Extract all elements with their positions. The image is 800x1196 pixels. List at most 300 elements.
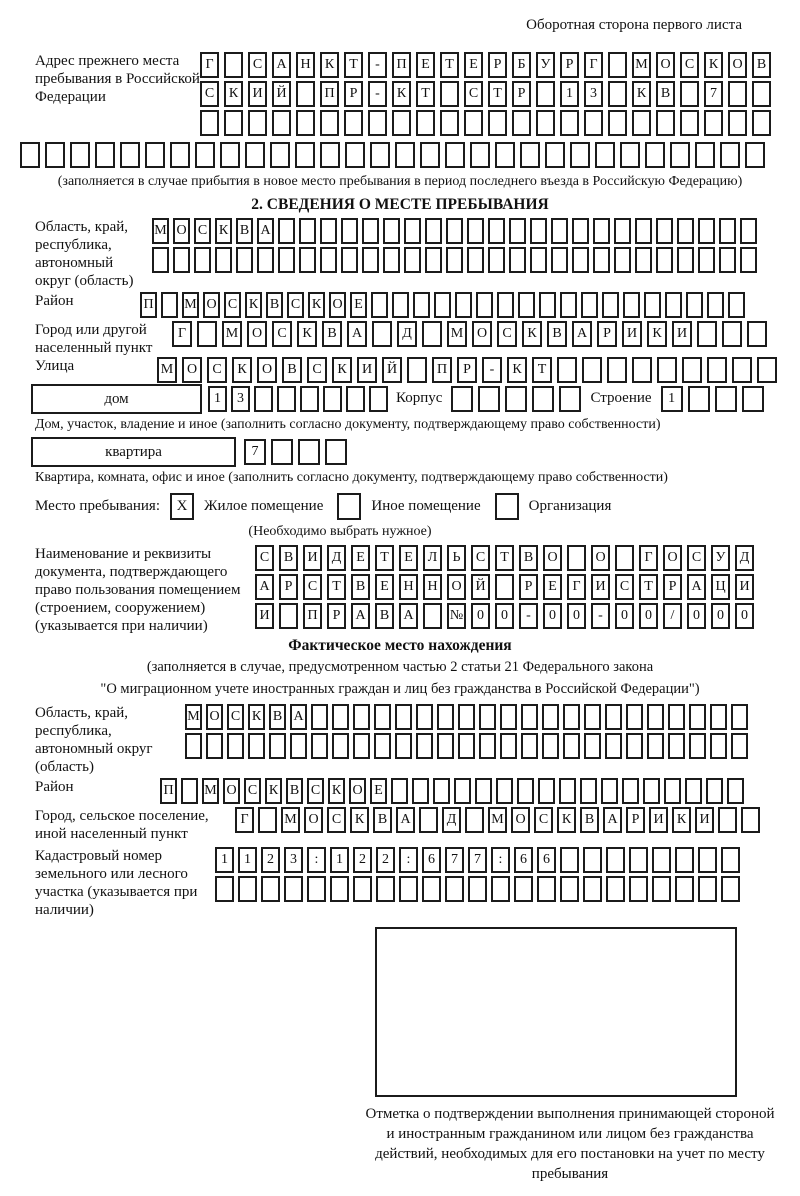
char-cell[interactable] (433, 778, 450, 804)
char-cell[interactable] (622, 778, 639, 804)
char-cell[interactable]: К (507, 357, 527, 383)
char-cell[interactable] (518, 292, 535, 318)
char-cell[interactable] (362, 247, 379, 273)
char-cell[interactable] (505, 386, 527, 412)
char-cell[interactable] (647, 704, 664, 730)
char-cell[interactable]: 0 (543, 603, 562, 629)
char-cell[interactable]: К (224, 81, 243, 107)
char-cell[interactable]: П (160, 778, 177, 804)
char-cell[interactable] (542, 733, 559, 759)
char-cell[interactable] (383, 247, 400, 273)
char-cell[interactable]: 0 (615, 603, 634, 629)
char-cell[interactable]: С (464, 81, 483, 107)
char-cell[interactable] (509, 218, 526, 244)
char-cell[interactable]: 2 (353, 847, 372, 873)
stay-type-checkbox-organization[interactable] (495, 493, 519, 520)
char-cell[interactable] (341, 247, 358, 273)
char-cell[interactable] (665, 292, 682, 318)
char-cell[interactable] (416, 110, 435, 136)
char-cell[interactable]: А (257, 218, 274, 244)
char-cell[interactable] (635, 218, 652, 244)
char-cell[interactable]: С (615, 574, 634, 600)
char-cell[interactable]: О (223, 778, 240, 804)
char-cell[interactable]: А (272, 52, 291, 78)
char-cell[interactable]: С (303, 574, 322, 600)
char-cell[interactable] (606, 876, 625, 902)
char-cell[interactable]: Т (440, 52, 459, 78)
char-cell[interactable]: Р (327, 603, 346, 629)
char-cell[interactable] (478, 386, 500, 412)
char-cell[interactable]: Д (397, 321, 417, 347)
char-cell[interactable] (495, 142, 515, 168)
char-cell[interactable]: Ц (711, 574, 730, 600)
char-cell[interactable] (236, 247, 253, 273)
char-cell[interactable] (537, 876, 556, 902)
char-cell[interactable] (719, 247, 736, 273)
char-cell[interactable] (419, 807, 438, 833)
char-cell[interactable]: 0 (735, 603, 754, 629)
char-cell[interactable]: А (347, 321, 367, 347)
char-cell[interactable] (70, 142, 90, 168)
char-cell[interactable] (689, 704, 706, 730)
char-cell[interactable] (311, 704, 328, 730)
char-cell[interactable] (404, 247, 421, 273)
char-cell[interactable]: М (152, 218, 169, 244)
char-cell[interactable]: 3 (284, 847, 303, 873)
char-cell[interactable] (647, 733, 664, 759)
char-cell[interactable] (320, 218, 337, 244)
char-cell[interactable]: Е (375, 574, 394, 600)
char-cell[interactable] (195, 142, 215, 168)
char-cell[interactable]: 1 (215, 847, 234, 873)
char-cell[interactable]: С (287, 292, 304, 318)
char-cell[interactable] (488, 218, 505, 244)
char-cell[interactable] (277, 386, 296, 412)
char-cell[interactable]: У (536, 52, 555, 78)
char-cell[interactable] (272, 110, 291, 136)
char-cell[interactable] (539, 292, 556, 318)
char-cell[interactable] (731, 733, 748, 759)
char-cell[interactable] (500, 733, 517, 759)
char-cell[interactable]: Е (464, 52, 483, 78)
char-cell[interactable]: 3 (231, 386, 250, 412)
char-cell[interactable] (715, 386, 737, 412)
char-cell[interactable] (470, 142, 490, 168)
char-cell[interactable]: А (572, 321, 592, 347)
char-cell[interactable]: К (392, 81, 411, 107)
char-cell[interactable] (465, 807, 484, 833)
char-cell[interactable]: Т (495, 545, 514, 571)
char-cell[interactable]: Е (399, 545, 418, 571)
char-cell[interactable] (614, 247, 631, 273)
char-cell[interactable] (563, 733, 580, 759)
char-cell[interactable]: М (632, 52, 651, 78)
char-cell[interactable] (254, 386, 273, 412)
char-cell[interactable]: Р (512, 81, 531, 107)
char-cell[interactable]: М (222, 321, 242, 347)
char-cell[interactable] (434, 292, 451, 318)
char-cell[interactable] (595, 142, 615, 168)
char-cell[interactable] (682, 357, 702, 383)
char-cell[interactable]: : (491, 847, 510, 873)
char-cell[interactable]: 6 (537, 847, 556, 873)
char-cell[interactable] (425, 247, 442, 273)
char-cell[interactable] (296, 110, 315, 136)
char-cell[interactable] (407, 357, 427, 383)
char-cell[interactable]: Т (639, 574, 658, 600)
char-cell[interactable] (656, 110, 675, 136)
char-cell[interactable] (593, 247, 610, 273)
stay-type-checkbox-other[interactable] (337, 493, 361, 520)
char-cell[interactable]: Е (543, 574, 562, 600)
char-cell[interactable]: К (704, 52, 723, 78)
char-cell[interactable]: С (687, 545, 706, 571)
char-cell[interactable] (626, 733, 643, 759)
char-cell[interactable]: О (247, 321, 267, 347)
char-cell[interactable] (412, 778, 429, 804)
char-cell[interactable] (173, 247, 190, 273)
char-cell[interactable] (467, 247, 484, 273)
char-cell[interactable]: Г (567, 574, 586, 600)
char-cell[interactable]: И (695, 807, 714, 833)
char-cell[interactable]: С (255, 545, 274, 571)
char-cell[interactable] (311, 733, 328, 759)
char-cell[interactable] (320, 142, 340, 168)
char-cell[interactable] (455, 292, 472, 318)
char-cell[interactable]: К (557, 807, 576, 833)
char-cell[interactable] (299, 218, 316, 244)
char-cell[interactable]: 0 (471, 603, 490, 629)
char-cell[interactable] (284, 876, 303, 902)
char-cell[interactable] (446, 218, 463, 244)
char-cell[interactable] (685, 778, 702, 804)
char-cell[interactable] (161, 292, 178, 318)
char-cell[interactable] (675, 847, 694, 873)
char-cell[interactable] (614, 218, 631, 244)
char-cell[interactable]: - (519, 603, 538, 629)
char-cell[interactable] (741, 807, 760, 833)
char-cell[interactable]: О (349, 778, 366, 804)
char-cell[interactable]: 3 (584, 81, 603, 107)
char-cell[interactable] (362, 218, 379, 244)
char-cell[interactable] (677, 247, 694, 273)
char-cell[interactable] (479, 733, 496, 759)
char-cell[interactable]: Т (327, 574, 346, 600)
char-cell[interactable]: 6 (514, 847, 533, 873)
char-cell[interactable]: В (375, 603, 394, 629)
char-cell[interactable]: О (663, 545, 682, 571)
char-cell[interactable] (20, 142, 40, 168)
char-cell[interactable] (185, 733, 202, 759)
char-cell[interactable] (514, 876, 533, 902)
char-cell[interactable] (197, 321, 217, 347)
char-cell[interactable]: М (157, 357, 177, 383)
char-cell[interactable] (567, 545, 586, 571)
char-cell[interactable] (345, 142, 365, 168)
char-cell[interactable]: М (447, 321, 467, 347)
char-cell[interactable]: Д (735, 545, 754, 571)
char-cell[interactable]: А (290, 704, 307, 730)
char-cell[interactable]: : (399, 847, 418, 873)
char-cell[interactable]: 7 (445, 847, 464, 873)
char-cell[interactable]: К (245, 292, 262, 318)
char-cell[interactable]: И (303, 545, 322, 571)
char-cell[interactable] (677, 218, 694, 244)
char-cell[interactable] (451, 386, 473, 412)
char-cell[interactable] (497, 292, 514, 318)
char-cell[interactable]: / (663, 603, 682, 629)
char-cell[interactable]: О (304, 807, 323, 833)
char-cell[interactable]: О (173, 218, 190, 244)
char-cell[interactable] (668, 704, 685, 730)
char-cell[interactable] (258, 807, 277, 833)
char-cell[interactable]: В (580, 807, 599, 833)
char-cell[interactable]: 0 (687, 603, 706, 629)
char-cell[interactable] (652, 847, 671, 873)
char-cell[interactable]: А (255, 574, 274, 600)
char-cell[interactable]: А (687, 574, 706, 600)
char-cell[interactable] (551, 218, 568, 244)
char-cell[interactable] (582, 357, 602, 383)
char-cell[interactable]: О (656, 52, 675, 78)
char-cell[interactable] (353, 704, 370, 730)
char-cell[interactable] (747, 321, 767, 347)
char-cell[interactable] (279, 603, 298, 629)
char-cell[interactable] (45, 142, 65, 168)
char-cell[interactable]: 2 (376, 847, 395, 873)
char-cell[interactable]: 1 (560, 81, 579, 107)
char-cell[interactable]: О (447, 574, 466, 600)
char-cell[interactable] (635, 247, 652, 273)
char-cell[interactable] (320, 247, 337, 273)
char-cell[interactable] (445, 876, 464, 902)
char-cell[interactable] (536, 110, 555, 136)
char-cell[interactable]: И (622, 321, 642, 347)
char-cell[interactable] (458, 733, 475, 759)
char-cell[interactable]: С (471, 545, 490, 571)
char-cell[interactable]: С (227, 704, 244, 730)
char-cell[interactable]: С (680, 52, 699, 78)
char-cell[interactable] (757, 357, 777, 383)
char-cell[interactable] (707, 292, 724, 318)
char-cell[interactable] (605, 704, 622, 730)
char-cell[interactable] (395, 142, 415, 168)
char-cell[interactable] (372, 321, 392, 347)
char-cell[interactable] (257, 247, 274, 273)
char-cell[interactable]: Р (663, 574, 682, 600)
char-cell[interactable] (269, 733, 286, 759)
char-cell[interactable] (395, 704, 412, 730)
char-cell[interactable] (728, 110, 747, 136)
char-cell[interactable]: Й (272, 81, 291, 107)
char-cell[interactable] (395, 733, 412, 759)
char-cell[interactable] (422, 321, 442, 347)
char-cell[interactable]: С (497, 321, 517, 347)
char-cell[interactable] (145, 142, 165, 168)
char-cell[interactable] (413, 292, 430, 318)
char-cell[interactable] (664, 778, 681, 804)
char-cell[interactable] (215, 247, 232, 273)
char-cell[interactable]: Р (597, 321, 617, 347)
char-cell[interactable]: П (432, 357, 452, 383)
char-cell[interactable] (416, 733, 433, 759)
char-cell[interactable] (152, 247, 169, 273)
char-cell[interactable] (440, 81, 459, 107)
char-cell[interactable] (697, 321, 717, 347)
char-cell[interactable]: С (248, 52, 267, 78)
char-cell[interactable] (278, 218, 295, 244)
char-cell[interactable]: С (307, 778, 324, 804)
char-cell[interactable]: К (248, 704, 265, 730)
char-cell[interactable] (689, 733, 706, 759)
char-cell[interactable]: 1 (238, 847, 257, 873)
char-cell[interactable] (295, 142, 315, 168)
char-cell[interactable]: К (320, 52, 339, 78)
char-cell[interactable]: В (286, 778, 303, 804)
char-cell[interactable] (572, 218, 589, 244)
char-cell[interactable] (620, 142, 640, 168)
char-cell[interactable]: Р (626, 807, 645, 833)
char-cell[interactable]: К (308, 292, 325, 318)
char-cell[interactable] (512, 110, 531, 136)
char-cell[interactable] (559, 778, 576, 804)
char-cell[interactable] (423, 603, 442, 629)
char-cell[interactable]: Р (457, 357, 477, 383)
char-cell[interactable]: И (672, 321, 692, 347)
char-cell[interactable] (719, 218, 736, 244)
char-cell[interactable]: 0 (639, 603, 658, 629)
char-cell[interactable] (688, 386, 710, 412)
char-cell[interactable] (530, 247, 547, 273)
char-cell[interactable] (371, 292, 388, 318)
char-cell[interactable] (238, 876, 257, 902)
char-cell[interactable] (224, 110, 243, 136)
char-cell[interactable] (437, 704, 454, 730)
char-cell[interactable]: Р (488, 52, 507, 78)
char-cell[interactable]: К (215, 218, 232, 244)
char-cell[interactable]: Е (416, 52, 435, 78)
char-cell[interactable] (468, 876, 487, 902)
char-cell[interactable] (416, 704, 433, 730)
char-cell[interactable]: В (656, 81, 675, 107)
char-cell[interactable]: К (265, 778, 282, 804)
char-cell[interactable] (538, 778, 555, 804)
char-cell[interactable] (718, 807, 737, 833)
char-cell[interactable] (584, 110, 603, 136)
char-cell[interactable]: 1 (661, 386, 683, 412)
char-cell[interactable] (542, 704, 559, 730)
char-cell[interactable]: Ь (447, 545, 466, 571)
char-cell[interactable] (570, 142, 590, 168)
char-cell[interactable] (270, 142, 290, 168)
char-cell[interactable] (656, 247, 673, 273)
char-cell[interactable]: В (547, 321, 567, 347)
char-cell[interactable] (290, 733, 307, 759)
char-cell[interactable] (608, 52, 627, 78)
char-cell[interactable] (341, 218, 358, 244)
char-cell[interactable]: Н (296, 52, 315, 78)
char-cell[interactable] (437, 733, 454, 759)
char-cell[interactable] (572, 247, 589, 273)
char-cell[interactable]: В (236, 218, 253, 244)
char-cell[interactable] (500, 704, 517, 730)
char-cell[interactable] (370, 142, 390, 168)
char-cell[interactable] (721, 876, 740, 902)
char-cell[interactable]: 0 (495, 603, 514, 629)
char-cell[interactable] (206, 733, 223, 759)
char-cell[interactable] (368, 110, 387, 136)
char-cell[interactable] (752, 110, 771, 136)
char-cell[interactable] (652, 876, 671, 902)
char-cell[interactable]: Д (442, 807, 461, 833)
char-cell[interactable] (680, 81, 699, 107)
char-cell[interactable] (656, 218, 673, 244)
char-cell[interactable] (392, 110, 411, 136)
char-cell[interactable]: О (206, 704, 223, 730)
char-cell[interactable] (607, 357, 627, 383)
char-cell[interactable]: К (232, 357, 252, 383)
char-cell[interactable]: В (752, 52, 771, 78)
char-cell[interactable]: 7 (704, 81, 723, 107)
char-cell[interactable] (583, 847, 602, 873)
char-cell[interactable] (629, 847, 648, 873)
char-cell[interactable]: 0 (711, 603, 730, 629)
char-cell[interactable] (95, 142, 115, 168)
char-cell[interactable] (445, 142, 465, 168)
char-cell[interactable]: Н (399, 574, 418, 600)
char-cell[interactable] (608, 110, 627, 136)
char-cell[interactable] (383, 218, 400, 244)
char-cell[interactable]: : (307, 847, 326, 873)
char-cell[interactable] (491, 876, 510, 902)
char-cell[interactable] (404, 218, 421, 244)
char-cell[interactable] (727, 778, 744, 804)
char-cell[interactable]: 6 (422, 847, 441, 873)
char-cell[interactable]: Р (344, 81, 363, 107)
char-cell[interactable] (479, 704, 496, 730)
char-cell[interactable]: И (255, 603, 274, 629)
char-cell[interactable] (120, 142, 140, 168)
char-cell[interactable]: О (472, 321, 492, 347)
char-cell[interactable] (392, 292, 409, 318)
char-cell[interactable]: Й (382, 357, 402, 383)
char-cell[interactable]: - (591, 603, 610, 629)
char-cell[interactable] (680, 110, 699, 136)
char-cell[interactable] (580, 778, 597, 804)
char-cell[interactable]: К (647, 321, 667, 347)
char-cell[interactable] (745, 142, 765, 168)
char-cell[interactable]: М (281, 807, 300, 833)
char-cell[interactable] (420, 142, 440, 168)
char-cell[interactable]: С (307, 357, 327, 383)
char-cell[interactable] (560, 876, 579, 902)
char-cell[interactable] (551, 247, 568, 273)
char-cell[interactable] (722, 321, 742, 347)
char-cell[interactable]: Е (370, 778, 387, 804)
char-cell[interactable] (323, 386, 342, 412)
char-cell[interactable] (583, 876, 602, 902)
char-cell[interactable] (668, 733, 685, 759)
char-cell[interactable] (698, 876, 717, 902)
char-cell[interactable]: М (182, 292, 199, 318)
char-cell[interactable]: Т (532, 357, 552, 383)
char-cell[interactable] (704, 110, 723, 136)
char-cell[interactable]: С (244, 778, 261, 804)
char-cell[interactable]: И (649, 807, 668, 833)
char-cell[interactable]: Н (423, 574, 442, 600)
char-cell[interactable] (300, 386, 319, 412)
char-cell[interactable]: В (322, 321, 342, 347)
